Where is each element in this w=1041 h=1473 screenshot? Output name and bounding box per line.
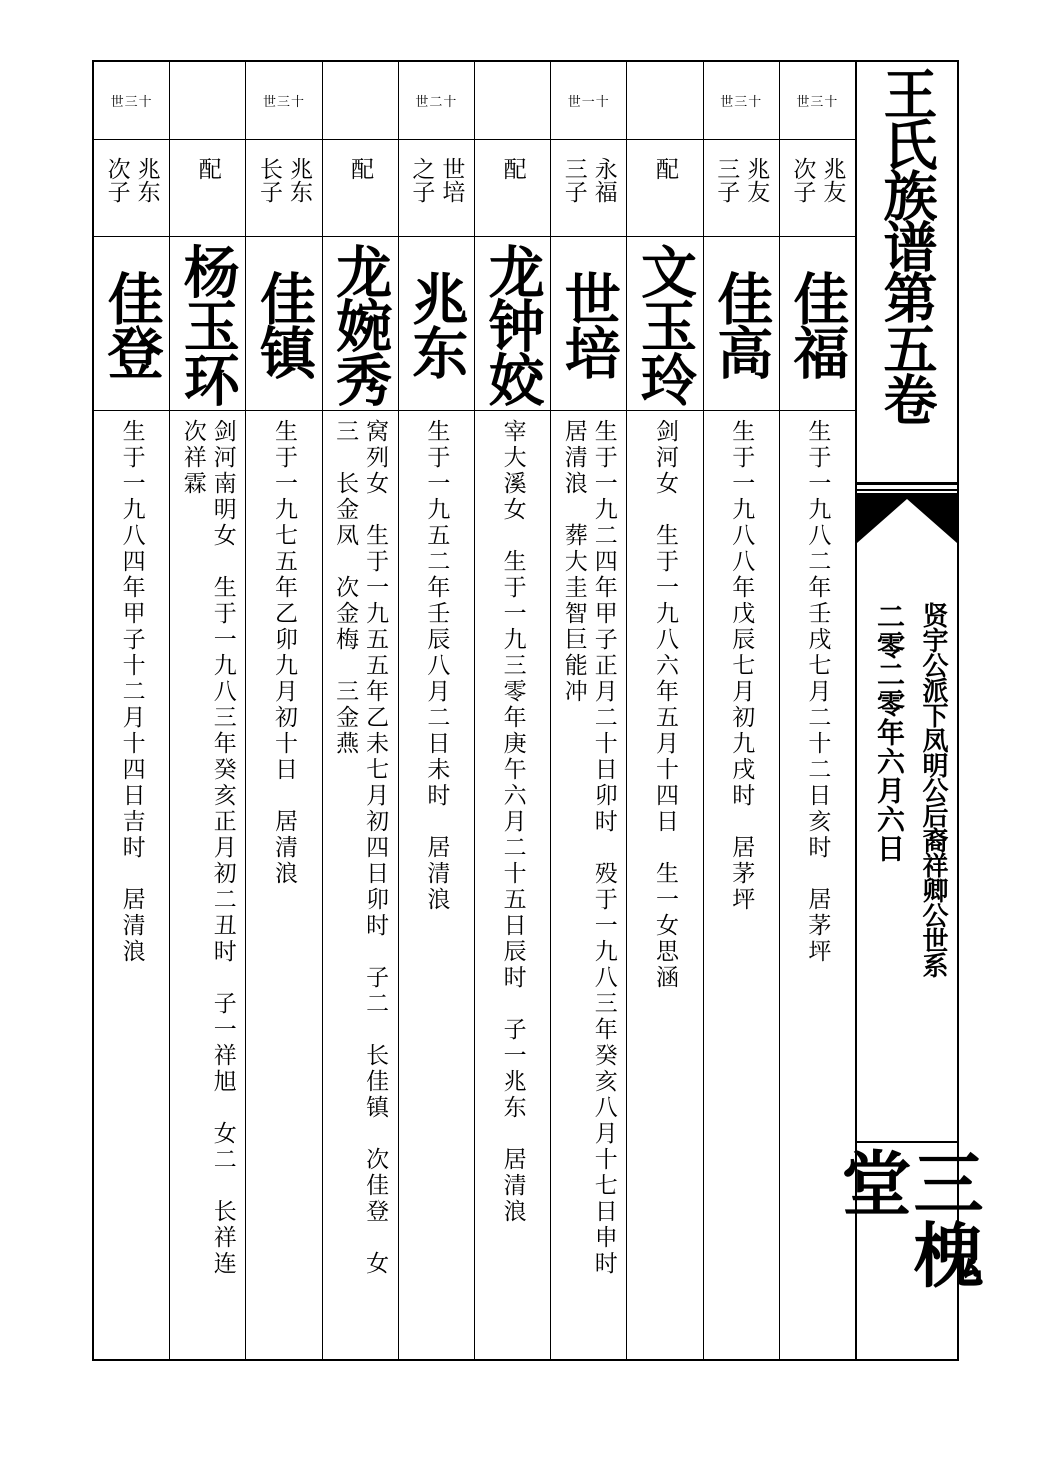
name-cell: [627, 237, 702, 411]
name-cell: [399, 237, 474, 411]
bio-text: 生于一九八二年壬戌七月二十二日亥时 居茅坪: [804, 419, 831, 965]
bio-text: 剑河南明女 生于一九八三年癸亥正月初二丑时 子一祥旭 女二 长祥连 次祥霖: [179, 419, 236, 1277]
relation-cell: [475, 140, 550, 237]
person-name: 佳镇: [250, 269, 317, 378]
bio-text: 窝列女 生于一九五五年乙未七月初四日卯时 子二 长佳镇 次佳登 女 三 长金凤 次金梅 三金燕: [332, 419, 389, 1277]
bio-cell: [551, 411, 626, 1359]
generation-cell: 世三十: [704, 62, 779, 140]
relation-text: 永福三子: [560, 157, 617, 203]
side-panel: [830, 60, 985, 1361]
relation-cell: [399, 140, 474, 237]
person-name: 杨玉环: [174, 242, 241, 405]
name-cell: [94, 237, 169, 411]
bio-cell: [94, 411, 169, 1359]
relation-text: 配: [499, 157, 526, 180]
generation-cell: 世三十: [94, 62, 169, 140]
generation-cell: 世三十: [780, 62, 855, 140]
person-column-9: [169, 62, 245, 1359]
generation-cell: [170, 62, 245, 140]
generation-cell: 世一十: [551, 62, 626, 140]
bio-text: 生于一九八八年戊辰七月初九戌时 居茅坪: [728, 419, 755, 913]
genealogy-table: [92, 60, 855, 1361]
bio-cell: [323, 411, 398, 1359]
bio-cell: [475, 411, 550, 1359]
bio-text: 剑河女 生于一九八六年五月十四日 生一女思涵: [651, 419, 678, 991]
bio-text: 生于一九八四年甲子十二月十四日吉时 居清浪: [118, 419, 145, 965]
relation-cell: [246, 140, 321, 237]
relation-text: 兆东长子: [255, 157, 312, 203]
relation-cell: [704, 140, 779, 237]
bio-text: 生于一九五二年壬辰八月二日未时 居清浪: [423, 419, 450, 913]
generation-cell: 世二十: [399, 62, 474, 140]
name-cell: [704, 237, 779, 411]
relation-text: 配: [651, 157, 678, 180]
person-name: 文玉玲: [631, 242, 698, 405]
lineage-text: 贤宇公派下凤明公后裔祥卿公世系: [918, 602, 948, 977]
relation-cell: [94, 140, 169, 237]
person-name: 龙钟姣: [479, 242, 546, 405]
bio-cell: [170, 411, 245, 1359]
relation-text: 兆友三子: [713, 157, 770, 203]
bio-text: 生于一九七五年乙卯九月初十日 居清浪: [270, 419, 297, 887]
bio-cell: [246, 411, 321, 1359]
volume-title-cell: [857, 62, 957, 480]
relation-text: 世培之子: [408, 157, 465, 203]
relation-cell: [170, 140, 245, 237]
relation-text: 配: [347, 157, 374, 180]
bio-cell: [399, 411, 474, 1359]
generation-cell: [323, 62, 398, 140]
volume-title: 王氏族谱第五卷: [875, 66, 939, 423]
person-column-10: [94, 62, 169, 1359]
generation-cell: [627, 62, 702, 140]
bio-cell: [704, 411, 779, 1359]
person-column-3: [626, 62, 702, 1359]
relation-cell: [780, 140, 855, 237]
divider: [857, 1141, 957, 1143]
person-name: 佳福: [784, 269, 851, 378]
compile-date: 二零二零年六月六日: [873, 602, 906, 863]
divider: [857, 489, 957, 491]
relation-cell: [551, 140, 626, 237]
name-cell: [323, 237, 398, 411]
person-name: 世培: [555, 269, 622, 378]
person-column-2: [703, 62, 779, 1359]
relation-cell: [323, 140, 398, 237]
divider: [857, 482, 957, 485]
name-cell: [551, 237, 626, 411]
name-cell: [475, 237, 550, 411]
relation-cell: [627, 140, 702, 237]
person-name: 龙婉秀: [327, 242, 394, 405]
bio-cell: [627, 411, 702, 1359]
bio-text: 生于一九二四年甲子正月二十日卯时 殁于一九八三年癸亥八月十七日申时 居清浪 葬大圭智巨能冲: [560, 419, 617, 1277]
relation-text: 兆友次子: [789, 157, 846, 203]
lineage-area: [857, 532, 957, 1152]
person-column-7: [322, 62, 398, 1359]
relation-text: 兆东次子: [103, 157, 160, 203]
person-column-5: [474, 62, 550, 1359]
hall-name-cell: [830, 1147, 985, 1357]
name-cell: [246, 237, 321, 411]
person-name: 佳高: [708, 269, 775, 378]
relation-text: 配: [194, 157, 221, 180]
hall-name: 三槐堂: [830, 1147, 985, 1291]
person-name: 佳登: [98, 269, 165, 378]
person-name: 兆东: [403, 269, 470, 378]
generation-cell: [475, 62, 550, 140]
name-cell: [780, 237, 855, 411]
person-column-6: [398, 62, 474, 1359]
bio-text: 宰大溪女 生于一九三零年庚午六月二十五日辰时 子一兆东 居清浪: [499, 419, 526, 1225]
name-cell: [170, 237, 245, 411]
person-column-8: [245, 62, 321, 1359]
generation-cell: 世三十: [246, 62, 321, 140]
person-column-4: [550, 62, 626, 1359]
